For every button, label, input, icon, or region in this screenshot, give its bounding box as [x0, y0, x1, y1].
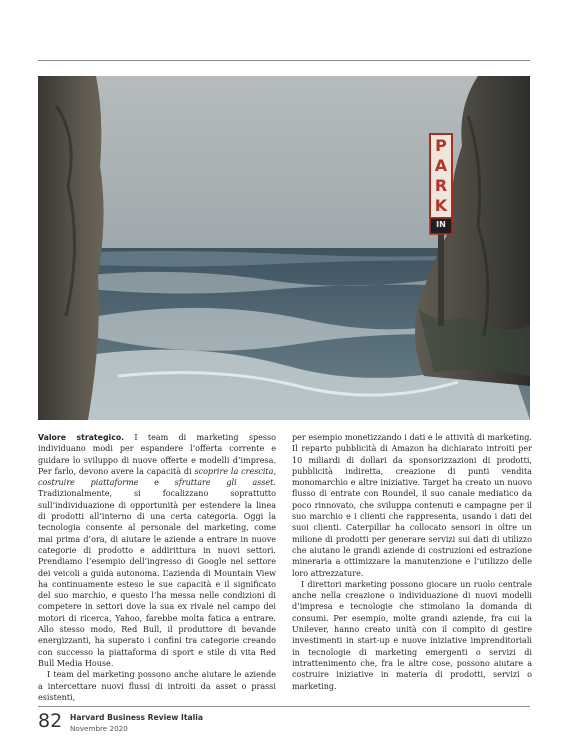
sign-letter: R	[434, 176, 448, 195]
seascape-illustration	[38, 76, 530, 420]
article-column-right	[292, 432, 532, 692]
article-paragraph: I direttori marketing possono giocare un ruolo centrale anche nella creazione o individuazione di nuovi modelli d’impresa e tecnologie che stimolano la domanda di consumi. Per esempio, molte grandi aziende, fra cui la Unilever, hanno creato unità con il compito di gestire investimenti in start-up e nuove iniziative imprenditoriali in tecnologie di marketing emergenti o servizi di intrattenimento che, fra le altre cose, possono aiutare a costruire iniziative in materia di prodotti, servizi o marketing.	[292, 579, 532, 691]
publication-name: Harvard Business Review Italia	[70, 713, 203, 722]
sign-letter: A	[434, 156, 448, 175]
top-rule	[38, 60, 530, 61]
article-column-left	[38, 432, 276, 703]
sign-letter: P	[435, 136, 447, 155]
article-paragraph: I team del marketing possono anche aiutare le aziende a intercettare nuovi flussi di introiti da asset o prassi esistenti,	[38, 670, 276, 702]
sign-letter: K	[434, 196, 448, 215]
bottom-rule	[38, 706, 530, 707]
page-number: 82	[38, 710, 63, 732]
article-photo	[38, 76, 530, 420]
article-paragraph: Valore strategico. I team di marketing spesso individuano modi per espandere l’offerta corrente e guidare lo sviluppo di nuove offerte e modelli d’impresa. Per farlo, devono avere la capacità di scoprire la crescita, costruire piattaforme e sfruttare gli asset. Tradizionalmente, si focalizzano soprattutto sull’individuazione di opportunità per estendere la linea di prodotti all’interno di una certa categoria. Oggi la tecnologia consente al personale del marketing, come mai prima d’ora, di aiutare le aziende a entrare in nuove categorie di prodotto e addirittura in nuovi settori. Prendiamo l’esempio dell’ingresso di Google nel settore dei veicoli a guida autonoma. L’azienda di Mountain View ha continuamente esteso le sue capacità e il significato del suo marchio, e questo l’ha messa nelle condizioni di competere in settori dove la sua ex rivale nel campo dei motori di ricerca, Yahoo, farebbe molta fatica a entrare. Allo stesso modo, Red Bull, il produttore di bevande energizzanti, ha superato i confini tra categorie creando con successo la piattaforma di sport e stile di vita Red Bull Media House.	[38, 433, 277, 668]
issue-date: Novembre 2020	[70, 724, 128, 733]
sign-arrow-label: IN	[436, 220, 446, 229]
section-lead: Valore strategico.	[38, 433, 125, 442]
article-paragraph: per esempio monetizzando i dati e le attività di marketing. Il reparto pubblicità di Amazon ha dichiarato introiti per 10 miliardi di dollari da sponsorizzazioni di prodotti, pubblicità indiretta, creazione di punti vendita monomarchio e altre iniziative. Target ha creato un nuovo flusso di entrate con Roundel, il suo canale mediatico da poco rinnovato, che sviluppa contenuti e campagne per il suo marchio e i clienti che rappresenta, usando i dati dei suoi clienti. Caterpillar ha collocato sensori in oltre un milione di prodotti per generare servizi sui dati di utilizzo che aiutano le grandi aziende di costruzioni ed estrazione mineraria a ottimizzare la manutenzione e l’utilizzo delle loro attrezzature.	[292, 433, 532, 578]
